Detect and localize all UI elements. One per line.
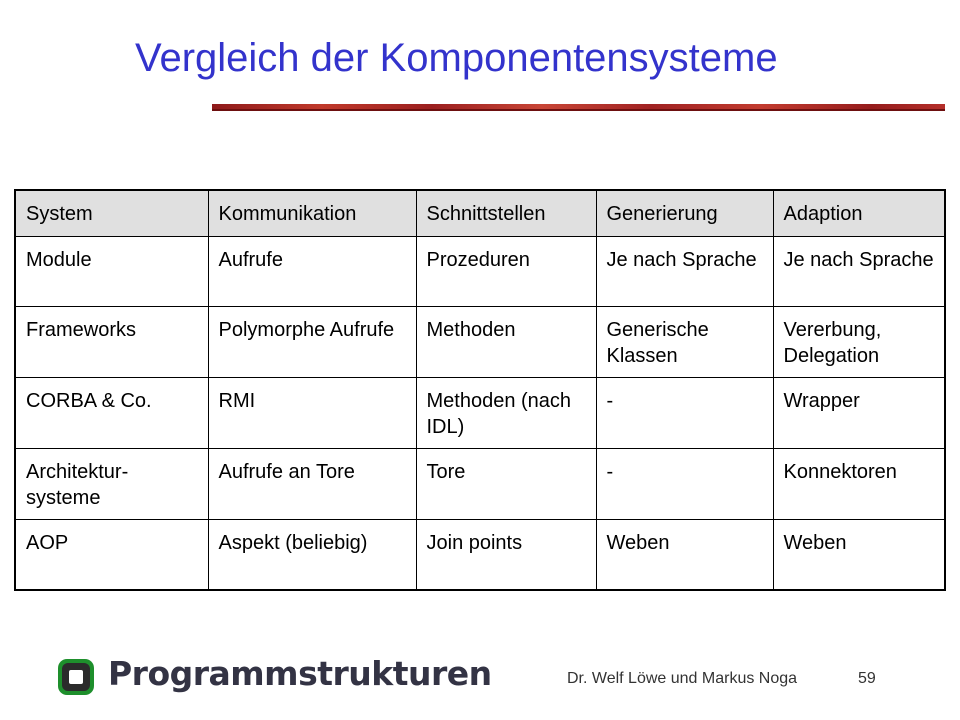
square-frame-logo-icon bbox=[56, 657, 96, 697]
table-header-cell: Schnittstellen bbox=[416, 190, 596, 237]
table-header-cell: Generierung bbox=[596, 190, 773, 237]
table-cell: Aufrufe an Tore bbox=[208, 449, 416, 520]
table-cell: - bbox=[596, 378, 773, 449]
table-header-cell: System bbox=[15, 190, 208, 237]
table-cell: Join points bbox=[416, 520, 596, 590]
table-cell: Weben bbox=[596, 520, 773, 590]
table-row bbox=[15, 449, 945, 520]
table-header-row bbox=[15, 190, 945, 237]
table-cell: Prozeduren bbox=[416, 237, 596, 307]
table-row bbox=[15, 378, 945, 449]
table-cell: - bbox=[596, 449, 773, 520]
table-cell: Aufrufe bbox=[208, 237, 416, 307]
table-cell: Generische Klassen bbox=[596, 307, 773, 378]
table-cell: Aspekt (beliebig) bbox=[208, 520, 416, 590]
table-cell: Konnektoren bbox=[773, 449, 945, 520]
table-cell: Wrapper bbox=[773, 378, 945, 449]
table-cell: Vererbung, Delegation bbox=[773, 307, 945, 378]
table-cell: RMI bbox=[208, 378, 416, 449]
table-cell: CORBA & Co. bbox=[15, 378, 208, 449]
table-cell: Polymorphe Aufrufe bbox=[208, 307, 416, 378]
slide-title: Vergleich der Komponentensysteme bbox=[135, 36, 778, 80]
comparison-table bbox=[14, 189, 946, 591]
table-cell: Tore bbox=[416, 449, 596, 520]
title-underline bbox=[212, 104, 945, 111]
table-cell: Je nach Sprache bbox=[773, 237, 945, 307]
logo-wordmark: Programmstrukturen bbox=[108, 654, 492, 693]
table-cell: Methoden bbox=[416, 307, 596, 378]
table-row bbox=[15, 307, 945, 378]
table-header-cell: Adaption bbox=[773, 190, 945, 237]
table-cell: Architektur-systeme bbox=[15, 449, 208, 520]
table-cell: Frameworks bbox=[15, 307, 208, 378]
table-row bbox=[15, 237, 945, 307]
table-row bbox=[15, 520, 945, 590]
table-cell: Je nach Sprache bbox=[596, 237, 773, 307]
table-header-cell: Kommunikation bbox=[208, 190, 416, 237]
table-cell: Module bbox=[15, 237, 208, 307]
table-cell: Methoden (nach IDL) bbox=[416, 378, 596, 449]
programmstrukturen-logo bbox=[52, 652, 492, 702]
footer-authors: Dr. Welf Löwe und Markus Noga bbox=[567, 670, 798, 687]
table-cell: AOP bbox=[15, 520, 208, 590]
table-cell: Weben bbox=[773, 520, 945, 590]
page-number: 59 bbox=[858, 670, 876, 687]
